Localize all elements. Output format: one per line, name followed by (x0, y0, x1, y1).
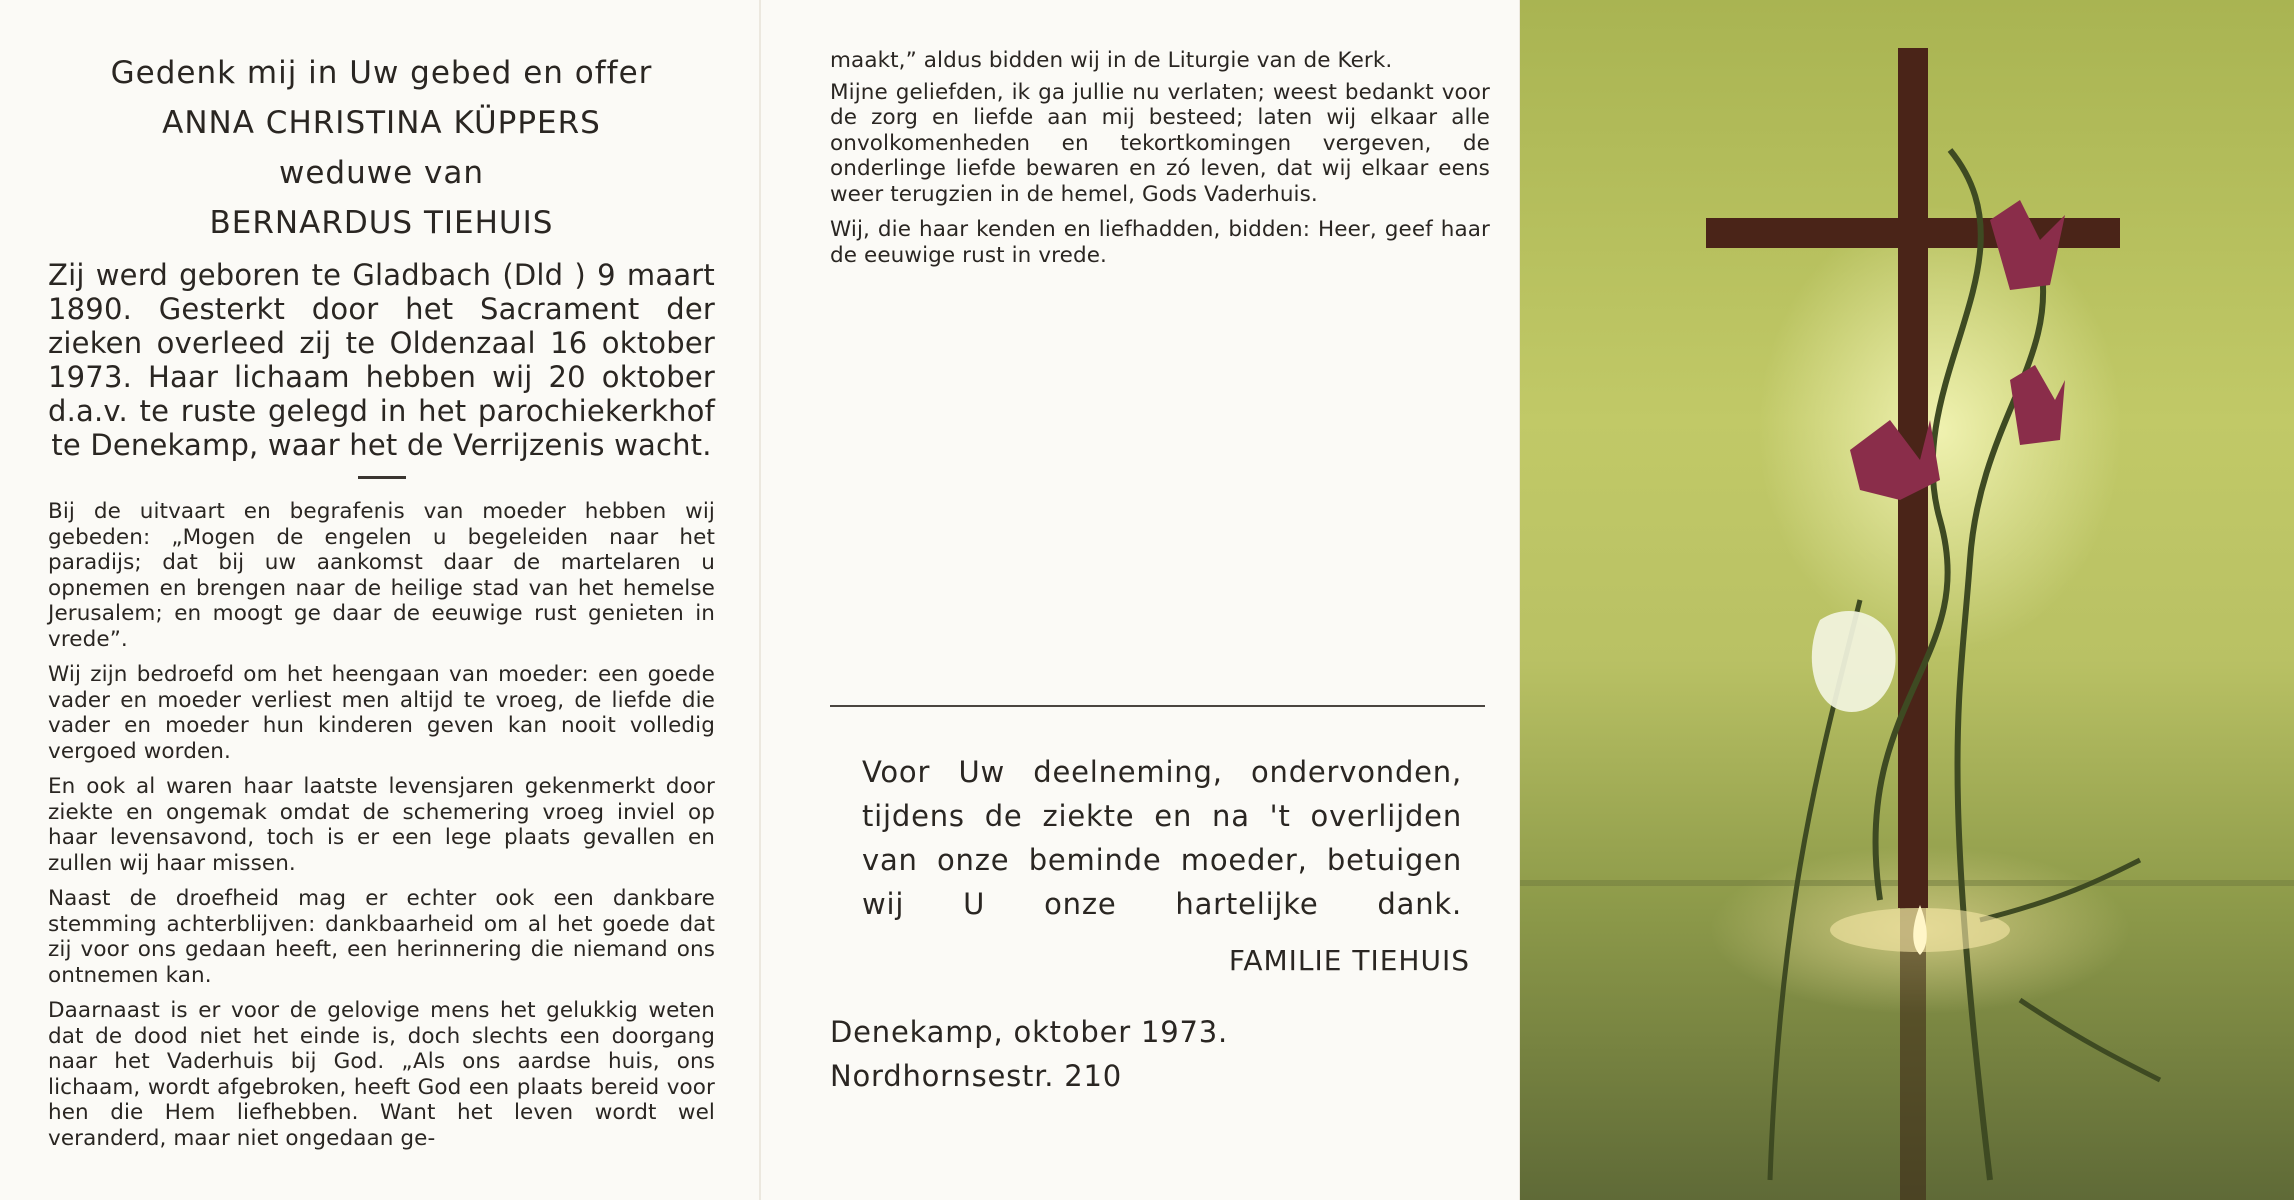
bell-flower (1990, 200, 2065, 290)
relation-label: weduwe van (278, 155, 485, 191)
address: Nordhornsestr. 210 (830, 1059, 1123, 1093)
thanks-divider (830, 705, 1485, 707)
leaf (1980, 860, 2140, 920)
bell-flower (2010, 365, 2065, 445)
prayer-paragraph-2: Wij zijn bedroefd om het heengaan van moeder: een goede vader en moeder verliest men altijd te vroeg, de liefde die vader en moeder hun kinderen geven kan nooit volledig vergoed worden. (48, 662, 715, 764)
thanks-text: Voor Uw deelneming, ondervonden, tijdens de ziekte en na 't overlijden van onze beminde moeder, betuigen wij U onze hartelijke dank. (862, 755, 1462, 921)
white-flower (1812, 611, 1896, 712)
family-signature: FAMILIE TIEHUIS (1228, 944, 1470, 977)
prayer-paragraph-1: Bij de uitvaart en begrafenis van moeder hebben wij gebeden: „Mogen de engelen u begeleiden naar het paradijs; dat bij uw aankomst daar de martelaren u opnemen en brengen naar de heilige stad van het hemelse Jerusalem; en moogt ge daar de eeuwige rust genieten in vrede”. (48, 499, 715, 652)
deceased-name: ANNA CHRISTINA KÜPPERS (162, 105, 601, 141)
left-panel (0, 0, 760, 1200)
biography-text: Zij werd geboren te Gladbach (Dld ) 9 maart 1890. Gesterkt door het Sacrament der zieken overleed zij te Oldenzaal 16 oktober 1973. Haar lichaam hebben wij 20 oktober d.a.v. te ruste gelegd in het parochiekerkhof te Denekamp, waar het de Verrijzenis wacht. (48, 258, 715, 462)
liturgy-continuation: maakt,” aldus bidden wij in de Liturgie van de Kerk. (830, 48, 1393, 73)
place-address (830, 1010, 1228, 1098)
spouse-name: BERNARDUS TIEHUIS (209, 205, 554, 241)
place-date: Denekamp, oktober 1973. (830, 1015, 1229, 1049)
prayer-paragraph-5: Daarnaast is er voor de gelovige mens het gelukkig weten dat de dood niet het einde is, doch slechts een doorgang naar het Vaderhuis bij God. „Als ons aardse huis, ons lichaam, wordt afgebroken, heeft God een plaats bereid voor hen die Hem liefhebben. Want het leven wordt wel veranderd, maar niet ongedaan ge- (48, 998, 715, 1151)
middle-panel (760, 0, 1520, 1200)
prayer-paragraph-4: Naast de droefheid mag er echter ook een dankbare stemming achterblijven: dankbaarheid om al het goede dat zij voor ons gedaan heeft, een herinnering die niemand ons ontnemen kan. (48, 886, 715, 988)
leaf (2020, 1000, 2160, 1080)
section-divider (358, 476, 406, 479)
prayer-paragraph-3: En ook al waren haar laatste levensjaren gekenmerkt door ziekte en ongemak omdat de schemering vroeg inviel op haar levensavond, toch is er een lege plaats gevallen en zullen wij haar missen. (48, 774, 715, 876)
closing-prayer: Wij, die haar kenden en liefhadden, bidden: Heer, geef haar de eeuwige rust in vrede. (830, 217, 1490, 268)
cross-photo (1520, 0, 2294, 1200)
memorial-heading: Gedenk mij in Uw gebed en offer (110, 55, 653, 91)
farewell-paragraph: Mijne geliefden, ik ga jullie nu verlaten; weest bedankt voor de zorg en liefde aan mij besteed; laten wij elkaar alle onvolkomenheden en tekortkomingen vergeven, de onderlinge liefde bewaren en zó leven, dat wij elkaar eens weer terugzien in de hemel, Gods Vaderhuis. (830, 79, 1490, 207)
flower-stem (1875, 150, 1980, 900)
cross-flowers-illustration (1520, 0, 2294, 1200)
